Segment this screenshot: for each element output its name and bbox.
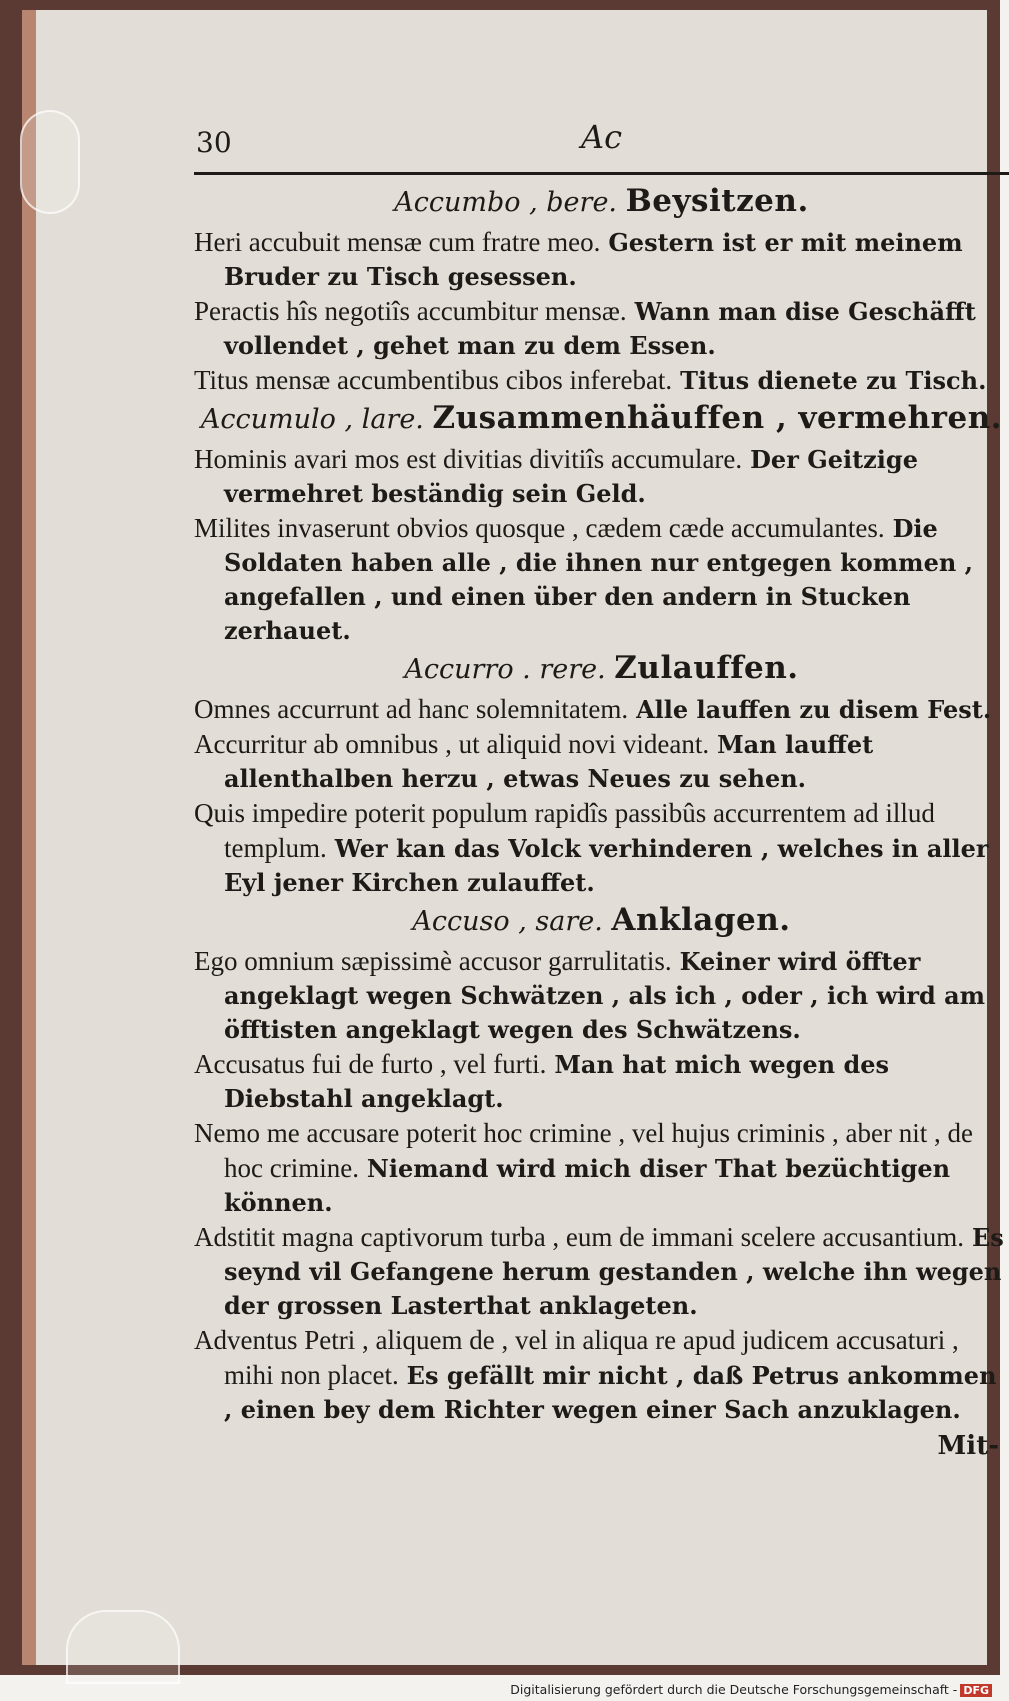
binding-ring-icon — [20, 110, 80, 214]
running-header — [194, 118, 1009, 166]
running-head: Ac — [580, 118, 623, 156]
dfg-logo: DFG — [960, 1684, 992, 1697]
lemma: Accuso , sare. — [412, 906, 603, 937]
example-sentence — [194, 1116, 1009, 1220]
binding-ring-icon — [66, 1610, 180, 1684]
book-page — [22, 10, 1004, 1665]
german-translation: Es gefällt mir nicht , daß Petrus ankommen , einen bey dem Richter wegen einer Sach anzuklagen. — [224, 1361, 997, 1424]
german-translation: Titus dienete zu Tisch. — [680, 366, 987, 395]
example-sentence — [194, 796, 1009, 900]
dictionary-entry — [194, 902, 1009, 1427]
latin-example: Quis impedire poterit populum rapidîs passibûs accurrentem ad illud templum. — [194, 798, 935, 863]
german-gloss: Zusammenhäuffen , vermehren. — [432, 400, 1003, 436]
german-translation: Die Soldaten haben alle , die ihnen nur entgegen kommen , angefallen , und einen über den andern in Stucken zerhauet. — [224, 514, 974, 645]
dictionary-entries — [194, 183, 1009, 1427]
example-sentence — [194, 225, 1009, 294]
german-translation: Alle lauffen zu disem Fest. — [636, 695, 992, 724]
latin-example: Ego omnium sæpissimè accusor garrulitatis. — [194, 946, 672, 976]
latin-example: Heri accubuit mensæ cum fratre meo. — [194, 227, 601, 257]
headword-line — [194, 183, 1009, 221]
catchword: Mit- — [937, 1431, 999, 1461]
dictionary-entry — [194, 650, 1009, 900]
latin-example: Milites invaserunt obvios quosque , cædem cæde accumulantes. — [194, 513, 885, 543]
example-sentence — [194, 1047, 1009, 1116]
latin-example: Nemo me accusare poterit hoc crimine , vel hujus criminis , aber nit , de hoc crimine. — [194, 1118, 973, 1183]
german-translation: Der Geitzige vermehret beständig sein Geld. — [224, 445, 918, 508]
lemma: Accurro . rere. — [404, 654, 606, 685]
dictionary-entry — [194, 400, 1009, 648]
latin-example: Adstitit magna captivorum turba , eum de immani scelere accusantium. — [194, 1222, 965, 1252]
german-gloss: Beysitzen. — [625, 183, 809, 219]
headword-line — [194, 902, 1009, 940]
german-translation: Keiner wird öffter angeklagt wegen Schwätzen , als ich , oder , ich wird am öfftisten angeklagt wegen des Schwätzens. — [224, 947, 986, 1044]
latin-example: Peractis hîs negotiîs accumbitur mensæ. — [194, 296, 627, 326]
german-translation: Man hat mich wegen des Diebstahl angeklagt. — [224, 1050, 889, 1113]
example-sentence — [194, 294, 1009, 363]
digitization-credit — [510, 1682, 992, 1697]
german-translation: Gestern ist er mit meinem Bruder zu Tisch gesessen. — [224, 228, 963, 291]
latin-example: Adventus Petri , aliquem de , vel in aliqua re apud judicem accusaturi , mihi non placet. — [194, 1325, 959, 1390]
example-sentence — [194, 727, 1009, 796]
example-sentence — [194, 944, 1009, 1047]
german-gloss: Zulauffen. — [614, 650, 799, 686]
latin-example: Accurritur ab omnibus , ut aliquid novi videant. — [194, 729, 710, 759]
example-sentence — [194, 1220, 1009, 1323]
dictionary-entry — [194, 183, 1009, 398]
example-sentence — [194, 442, 1009, 511]
latin-example: Hominis avari mos est divitias divitiîs accumulare. — [194, 444, 743, 474]
latin-example: Omnes accurrunt ad hanc solemnitatem. — [194, 694, 629, 724]
german-translation: Man lauffet allenthalben herzu , etwas Neues zu sehen. — [224, 730, 874, 793]
example-sentence — [194, 1323, 1009, 1427]
latin-example: Accusatus fui de furto , vel furti. — [194, 1049, 547, 1079]
page-text-block — [194, 118, 1009, 1461]
lemma: Accumbo , bere. — [394, 187, 617, 218]
page-number: 30 — [196, 126, 232, 159]
latin-example: Titus mensæ accumbentibus cibos inferebat. — [194, 365, 673, 395]
credit-text: Digitalisierung gefördert durch die Deutsche Forschungsgemeinschaft - — [510, 1682, 958, 1697]
example-sentence — [194, 363, 1009, 398]
example-sentence — [194, 511, 1009, 648]
example-sentence — [194, 692, 1009, 727]
german-translation: Wer kan das Volck verhinderen , welches in aller Eyl jener Kirchen zulauffet. — [224, 834, 989, 897]
header-rule — [194, 172, 1009, 175]
german-translation: Es seynd vil Gefangene herum gestanden , welche ihn wegen der grossen Lasterthat anklageten. — [224, 1223, 1004, 1320]
german-gloss: Anklagen. — [611, 902, 791, 938]
headword-line — [194, 650, 1009, 688]
lemma: Accumulo , lare. — [200, 404, 424, 435]
german-translation: Wann man dise Geschäfft vollendet , gehet man zu dem Essen. — [224, 297, 976, 360]
german-translation: Niemand wird mich diser That bezüchtigen können. — [224, 1154, 951, 1217]
headword-line — [194, 400, 1009, 438]
